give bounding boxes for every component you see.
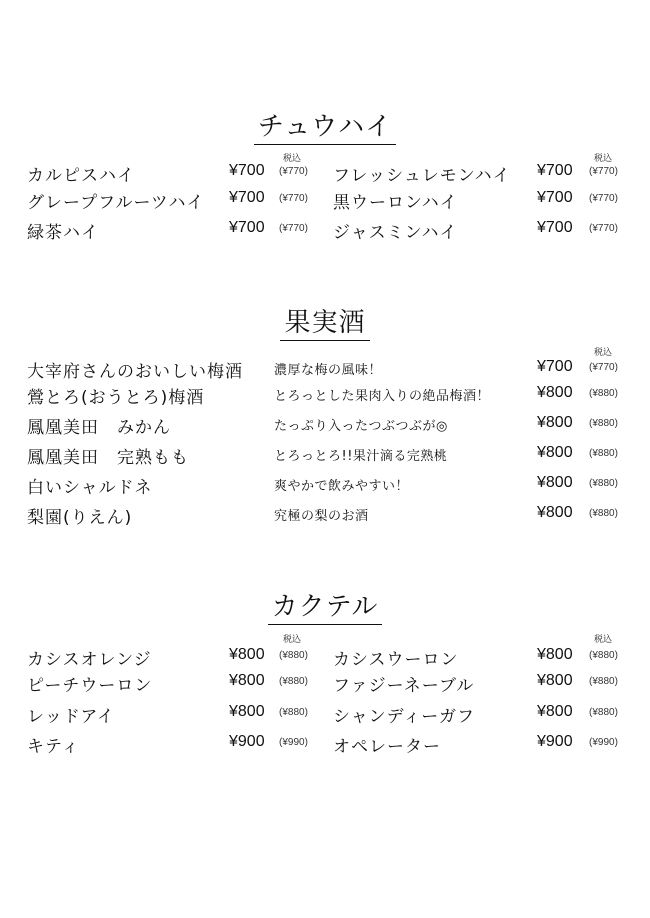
menu-item-name: オペレーター bbox=[333, 737, 441, 757]
menu-item-name: カシスウーロン bbox=[333, 650, 459, 670]
menu-item-price: ¥800 bbox=[537, 414, 573, 431]
menu-item-description: とろっとろ!!果汁滴る完熟桃 bbox=[274, 449, 448, 464]
menu-item-name: ファジーネーブル bbox=[333, 676, 475, 696]
menu-item-price: ¥800 bbox=[537, 703, 573, 720]
tax-included-label: 税込 bbox=[283, 635, 302, 645]
menu-item-name: グレープフルーツハイ bbox=[27, 193, 205, 213]
menu-item-tax-price: (¥880) bbox=[589, 508, 618, 519]
menu-item-price: ¥900 bbox=[229, 733, 265, 750]
menu-item-price: ¥700 bbox=[229, 189, 265, 206]
menu-item-name: カシスオレンジ bbox=[27, 650, 152, 670]
menu-item-name: シャンディーガフ bbox=[333, 707, 475, 727]
menu-item-price: ¥700 bbox=[537, 358, 573, 375]
menu-item-tax-price: (¥880) bbox=[279, 676, 308, 687]
section-title-chuhai: チュウハイ bbox=[0, 112, 650, 145]
menu-item-tax-price: (¥880) bbox=[589, 388, 618, 399]
tax-included-label: 税込 bbox=[594, 348, 613, 358]
menu-item-tax-price: (¥770) bbox=[589, 193, 618, 204]
menu-item-tax-price: (¥770) bbox=[279, 223, 308, 234]
menu-item-name: 黒ウーロンハイ bbox=[333, 193, 458, 213]
menu-item-tax-price: (¥770) bbox=[279, 193, 308, 204]
menu-item-price: ¥800 bbox=[229, 646, 265, 663]
menu-item-description: 濃厚な梅の風味！ bbox=[274, 363, 383, 378]
menu-item-price: ¥800 bbox=[537, 646, 573, 663]
menu-item-tax-price: (¥880) bbox=[589, 650, 618, 661]
menu-item-price: ¥800 bbox=[229, 703, 265, 720]
menu-item-price: ¥700 bbox=[537, 189, 573, 206]
menu-item-tax-price: (¥880) bbox=[589, 478, 618, 489]
menu-item-price: ¥700 bbox=[537, 162, 573, 179]
menu-item-name: ジャスミンハイ bbox=[333, 223, 458, 243]
menu-item-description: とろっとした果肉入りの絶品梅酒！ bbox=[274, 389, 491, 404]
menu-item-tax-price: (¥990) bbox=[589, 737, 618, 748]
section-title-kajitsushu: 果実酒 bbox=[0, 308, 650, 341]
menu-item-name: キティ bbox=[27, 737, 80, 757]
menu-item-price: ¥800 bbox=[537, 384, 573, 401]
menu-item-price: ¥800 bbox=[537, 504, 573, 521]
menu-item-price: ¥700 bbox=[229, 162, 265, 179]
menu-item-tax-price: (¥770) bbox=[589, 362, 618, 373]
menu-item-tax-price: (¥880) bbox=[589, 676, 618, 687]
menu-item-tax-price: (¥880) bbox=[589, 448, 618, 459]
menu-item-name: 鳳凰美田 みかん bbox=[27, 418, 171, 438]
menu-item-name: 大宰府さんのおいしい梅酒 bbox=[27, 362, 243, 382]
menu-item-description: 究極の梨のお酒 bbox=[274, 509, 369, 524]
tax-included-label: 税込 bbox=[594, 154, 613, 164]
menu-item-description: たっぷり入ったつぶつぶが◎ bbox=[274, 419, 448, 434]
menu-item-price: ¥900 bbox=[537, 733, 573, 750]
menu-item-price: ¥700 bbox=[229, 219, 265, 236]
menu-item-name: 白いシャルドネ bbox=[27, 478, 153, 498]
tax-included-label: 税込 bbox=[594, 635, 613, 645]
menu-item-tax-price: (¥880) bbox=[589, 418, 618, 429]
menu-item-price: ¥800 bbox=[537, 474, 573, 491]
menu-item-tax-price: (¥990) bbox=[279, 737, 308, 748]
menu-item-price: ¥800 bbox=[537, 444, 573, 461]
tax-included-label: 税込 bbox=[283, 154, 302, 164]
menu-item-name: 鶯とろ(おうとろ)梅酒 bbox=[27, 388, 205, 408]
menu-item-description: 爽やかで飲みやすい！ bbox=[274, 479, 410, 494]
menu-item-tax-price: (¥770) bbox=[279, 166, 308, 177]
menu-item-name: 梨園(りえん) bbox=[27, 508, 133, 528]
menu-item-name: 緑茶ハイ bbox=[27, 223, 99, 243]
menu-item-price: ¥800 bbox=[229, 672, 265, 689]
menu-item-price: ¥800 bbox=[537, 672, 573, 689]
menu-item-tax-price: (¥880) bbox=[279, 650, 308, 661]
menu-item-price: ¥700 bbox=[537, 219, 573, 236]
menu-item-tax-price: (¥770) bbox=[589, 166, 618, 177]
section-title-cocktail: カクテル bbox=[0, 592, 650, 625]
menu-item-tax-price: (¥880) bbox=[589, 707, 618, 718]
menu-item-name: レッドアイ bbox=[27, 707, 115, 727]
menu-item-name: カルピスハイ bbox=[27, 166, 135, 186]
menu-item-name: ピーチウーロン bbox=[27, 676, 153, 696]
menu-item-name: フレッシュレモンハイ bbox=[333, 166, 511, 186]
menu-item-tax-price: (¥770) bbox=[589, 223, 618, 234]
menu-item-tax-price: (¥880) bbox=[279, 707, 308, 718]
menu-item-name: 鳳凰美田 完熟もも bbox=[27, 448, 189, 468]
